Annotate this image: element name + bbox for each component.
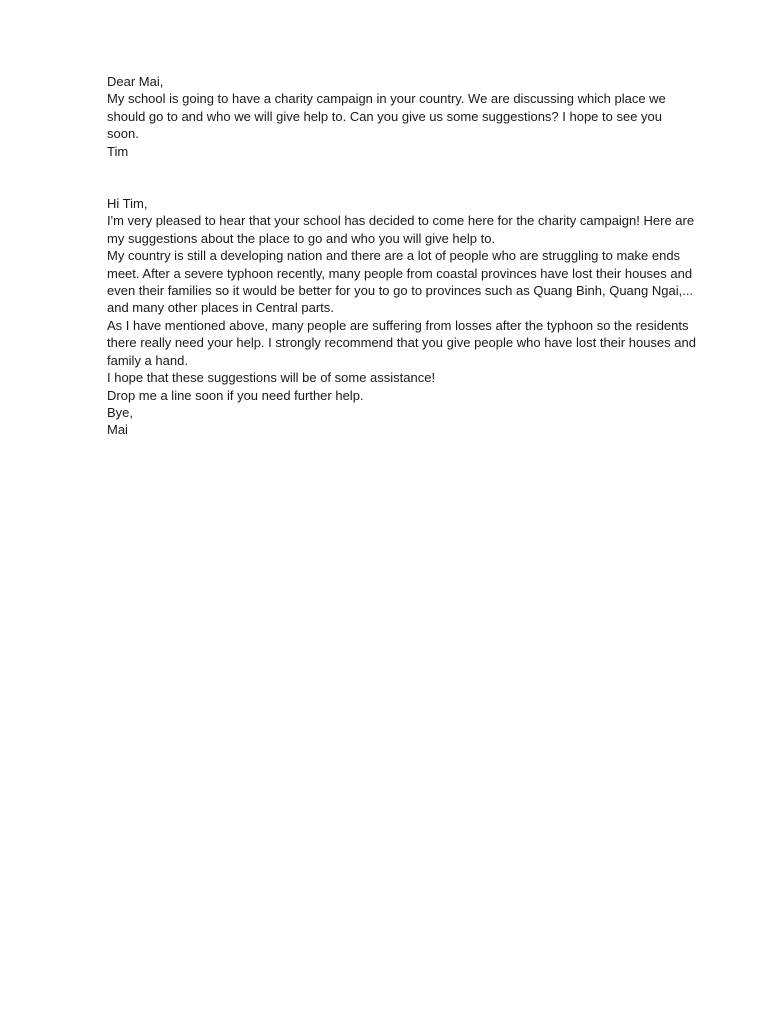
- reply-paragraph: My country is still a developing nation and there are a lot of people who are struggling to make ends meet. After a severe typhoon recently, many people from coastal provinces have lost their houses and even their families so it would be better for you to go to provinces such as Quang Binh, Quang Ngai,... and many other places in Central parts.: [107, 248, 694, 316]
- letter-signature: Tim: [107, 143, 129, 159]
- reply-closing: Bye,: [107, 404, 134, 420]
- reply-paragraph: I hope that these suggestions will be of some assistance!: [107, 370, 436, 386]
- letter-from-tim: [107, 73, 697, 160]
- reply-paragraph: I'm very pleased to hear that your school has decided to come here for the charity campaign! Here are my suggestions about the place to go and who you will give help to.: [107, 213, 695, 246]
- reply-signature: Mai: [107, 422, 128, 438]
- letter-body: My school is going to have a charity campaign in your country. We are discussing which place we should go to and who we will give help to. Can you give us some suggestions? I hope to see you soon.: [107, 91, 666, 142]
- letter-greeting: Dear Mai,: [107, 74, 164, 89]
- reply-greeting: Hi Tim,: [107, 196, 148, 212]
- document-page: [107, 73, 697, 439]
- reply-from-mai: [107, 195, 697, 439]
- reply-paragraph: Drop me a line soon if you need further help.: [107, 387, 364, 403]
- reply-paragraph: As I have mentioned above, many people are suffering from losses after the typhoon so the residents there really need your help. I strongly recommend that you give people who have lost their houses and family a hand.: [107, 317, 696, 368]
